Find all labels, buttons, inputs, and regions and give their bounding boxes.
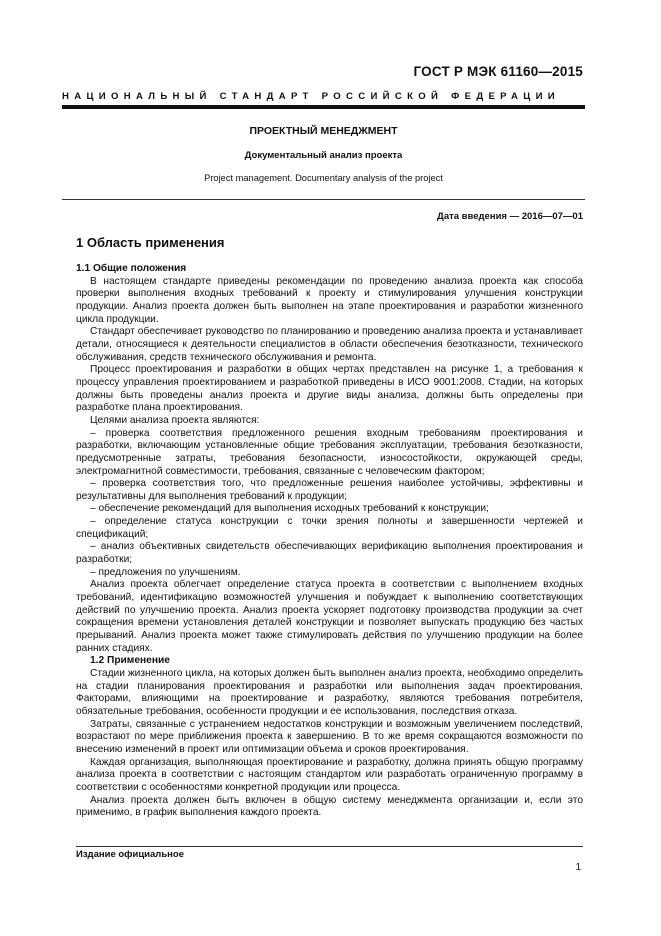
official-edition-label: Издание официальное (76, 849, 184, 860)
paragraph: Процесс проектирования и разработки в общих чертах представлен на рисунке 1, а требования к процессу управления проектированием и разработкой приведены в ИСО 9001:2008. Стадии, на которых должны быть проведены анализ проекта и другие виды анализа, должны быть определены при разработке плана проектирования. (76, 364, 583, 414)
list-item: – обеспечение рекомендаций для выполнения исходных требований к конструкции; (90, 503, 489, 515)
title-divider (62, 199, 585, 200)
paragraph: Затраты, связанные с устранением недостатков конструкции и возможным увеличением последствий, возрастают по мере приближения проекта к завершению. В то же время сокращаются возможности по внесению изменений в проект или оптимизации объема и сроков проектирования. (76, 718, 583, 755)
list-item: – предложения по улучшениям. (90, 566, 241, 578)
paragraph: В настоящем стандарте приведены рекомендации по проведению анализа проекта как способа проверки выполнения входных требований к проекту и стимулирования улучшения конструкции продукции. Анализ проекта должен быть выполнен на этапе проектирования и разработки жизненного цикла продукции. (76, 275, 583, 325)
subsection-heading-general: 1.1 Общие положения (76, 263, 187, 274)
paragraph: Целями анализа проекта являются: (90, 414, 260, 426)
paragraph: Каждая организация, выполняющая проектирование и разработку, должна принять общую программу анализа проекта в соответствии с настоящим стандартом или разработать ограниченную программу в соответствии с особенностями конкретной продукции или процесса. (76, 756, 583, 793)
paragraph: Стадии жизненного цикла, на которых должен быть выполнен анализ проекта, необходимо определить на стадии планирования проектирования и разработки или выполнения задач проектирования. Факторами, влияющими на проектирование и разработку, являются требования потребителя, обязательные требования, особенности продукции и ее использования, последствия отказа. (76, 668, 583, 717)
header-divider (62, 105, 585, 109)
document-title: ПРОЕКТНЫЙ МЕНЕДЖМЕНТ (249, 125, 398, 137)
paragraph: Анализ проекта облегчает определение статуса проекта в соответствии с выполнением входных требований, идентификацию возможностей улучшения и побуждает к выполнению соответствующих действий по улучшению проекта. Анализ проекта ускоряет подготовку производства продукции за счет сокращения времени установления деталей конструкции и позволяет выпускать продукцию без частых прерываний. Анализ проекта может также стимулировать действия по улучшению продукции на более ранних стадиях. (76, 579, 583, 654)
list-item: – анализ объективных свидетельств обеспечивающих верификацию выполнения проектирования и разработки; (76, 541, 583, 566)
english-title: Project management. Documentary analysis of the project (204, 173, 443, 183)
list-item: – определение статуса конструкции с точки зрения полноты и завершенности чертежей и спецификаций; (76, 516, 583, 540)
list-item: – проверка соответствия того, что предложенные решения наиболее устойчивы, эффективны и результативны для выполнения требований к продукции; (76, 478, 583, 502)
page-number: 1 (575, 862, 581, 873)
footer-divider (76, 846, 583, 847)
standard-code: ГОСТ Р МЭК 61160—2015 (413, 64, 583, 79)
paragraph: Анализ проекта должен быть включен в общую систему менеджмента организации и, если это применимо, в график выполнения каждого проекта. (76, 794, 583, 819)
section-body (76, 263, 583, 820)
list-item: – проверка соответствия предложенного решения входным требованиям проектирования и разработки, включающим установленные общие требования эксплуатации, требования безотказности, предусмотренные затраты, требования безопасности, износостойкости, окружающей среды, электромагнитной совместимости, требования, связанные с человеческим фактором; (76, 427, 583, 477)
introduction-date: Дата введения — 2016—07—01 (437, 211, 583, 222)
national-standard-banner: НАЦИОНАЛЬНЫЙ СТАНДАРТ РОССИЙСКОЙ ФЕДЕРАЦИИ (62, 91, 560, 102)
subsection-heading-application: 1.2 Применение (90, 655, 170, 667)
paragraph: Стандарт обеспечивает руководство по планированию и проведению анализа проекта и устанавливает детали, относящиеся к деятельности специалистов в области обеспечения безотказности, технического обслуживания, средств технического обслуживания и ремонта. (76, 326, 583, 363)
section-heading: 1 Область применения (76, 235, 225, 250)
document-subtitle: Документальный анализ проекта (244, 150, 403, 161)
